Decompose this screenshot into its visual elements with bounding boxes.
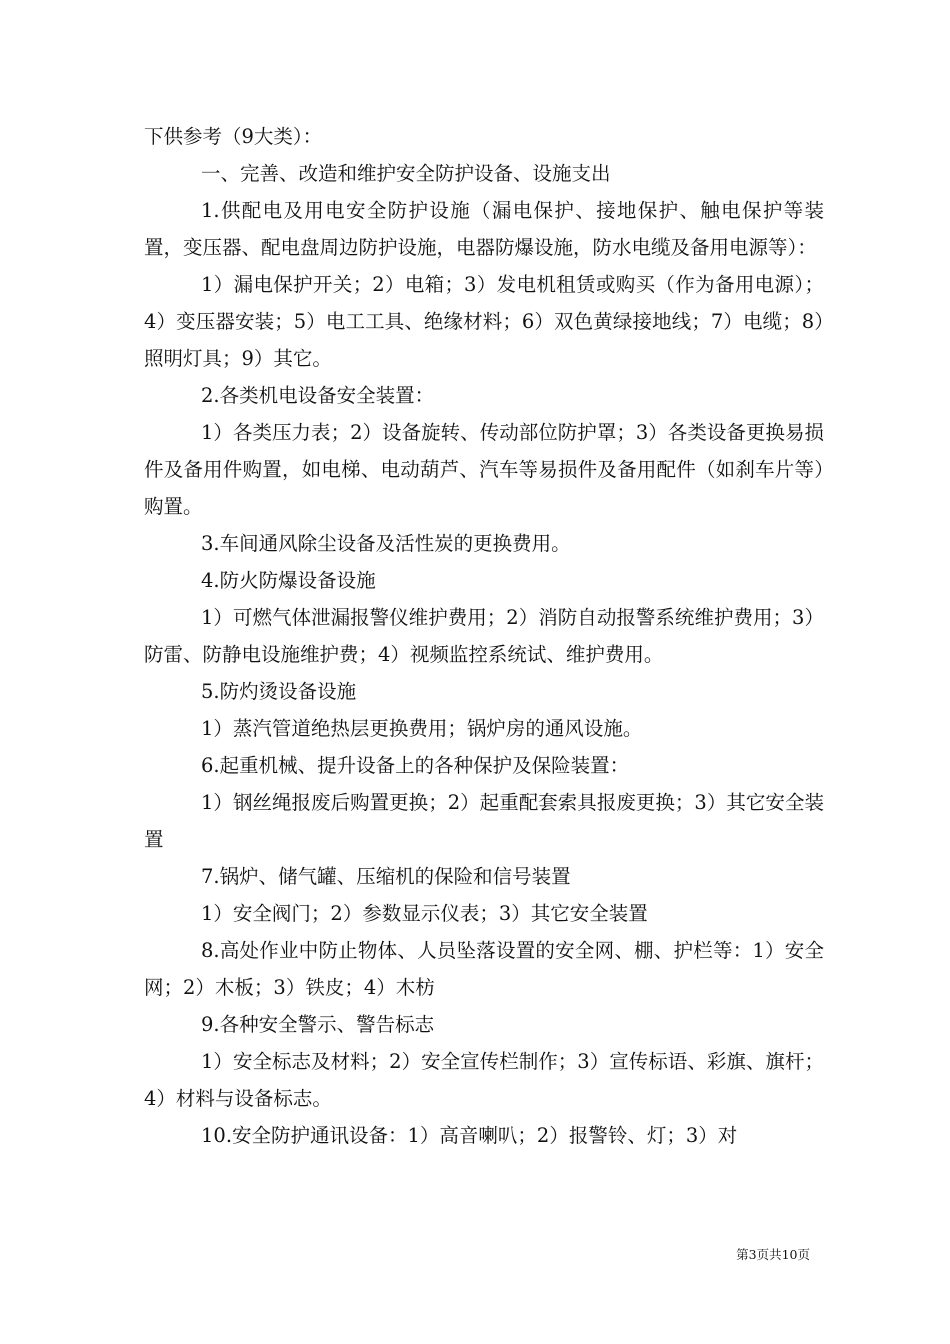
paragraph-intro: 下供参考（9大类）： [144, 125, 323, 148]
paragraph-item-7: 7.锅炉、储气罐、压缩机的保险和信号装置 [201, 865, 571, 888]
paragraph-item-9: 9.各种安全警示、警告标志 [201, 1013, 435, 1036]
document-body [144, 118, 824, 1154]
paragraph-item-7-details: 1）安全阀门；2）参数显示仪表；3）其它安全装置 [201, 902, 648, 925]
paragraph-item-4: 4.防火防爆设备设施 [201, 569, 376, 592]
paragraph-item-4-details: 1）可燃气体泄漏报警仪维护费用；2）消防自动报警系统维护费用；3）防雷、防静电设施维护费；4）视频监控系统试、维护费用。 [144, 606, 824, 666]
paragraph-item-6-details: 1）钢丝绳报废后购置更换；2）起重配套索具报废更换；3）其它安全装置 [144, 791, 824, 851]
paragraph-item-3: 3.车间通风除尘设备及活性炭的更换费用。 [201, 532, 571, 555]
paragraph-item-1: 1.供配电及用电安全防护设施（漏电保护、接地保护、触电保护等装置，变压器、配电盘周边防护设施，电器防爆设施，防水电缆及备用电源等）： [144, 199, 824, 259]
paragraph-item-2-details: 1）各类压力表；2）设备旋转、传动部位防护罩；3）各类设备更换易损件及备用件购置，如电梯、电动葫芦、汽车等易损件及备用配件（如刹车片等）购置。 [144, 421, 824, 518]
paragraph-item-5-details: 1）蒸汽管道绝热层更换费用；锅炉房的通风设施。 [201, 717, 643, 740]
paragraph-section-heading: 一、完善、改造和维护安全防护设备、设施支出 [201, 162, 611, 185]
paragraph-item-5: 5.防灼烫设备设施 [201, 680, 357, 703]
paragraph-item-1-details: 1）漏电保护开关；2）电箱；3）发电机租赁或购买（作为备用电源）；4）变压器安装；5）电工工具、绝缘材料；6）双色黄绿接地线；7）电缆；8）照明灯具；9）其它。 [144, 273, 824, 370]
page-number-footer: 第3页共10页 [736, 1247, 810, 1262]
paragraph-item-2: 2.各类机电设备安全装置： [201, 384, 435, 407]
paragraph-item-6: 6.起重机械、提升设备上的各种保护及保险装置： [201, 754, 630, 777]
paragraph-item-10: 10.安全防护通讯设备：1）高音喇叭；2）报警铃、灯；3）对 [201, 1124, 738, 1147]
paragraph-item-9-details: 1）安全标志及材料；2）安全宣传栏制作；3）宣传标语、彩旗、旗杆；4）材料与设备标志。 [144, 1050, 824, 1110]
paragraph-item-8: 8.高处作业中防止物体、人员坠落设置的安全网、棚、护栏等：1）安全网；2）木板；3）铁皮；4）木枋 [144, 939, 824, 999]
